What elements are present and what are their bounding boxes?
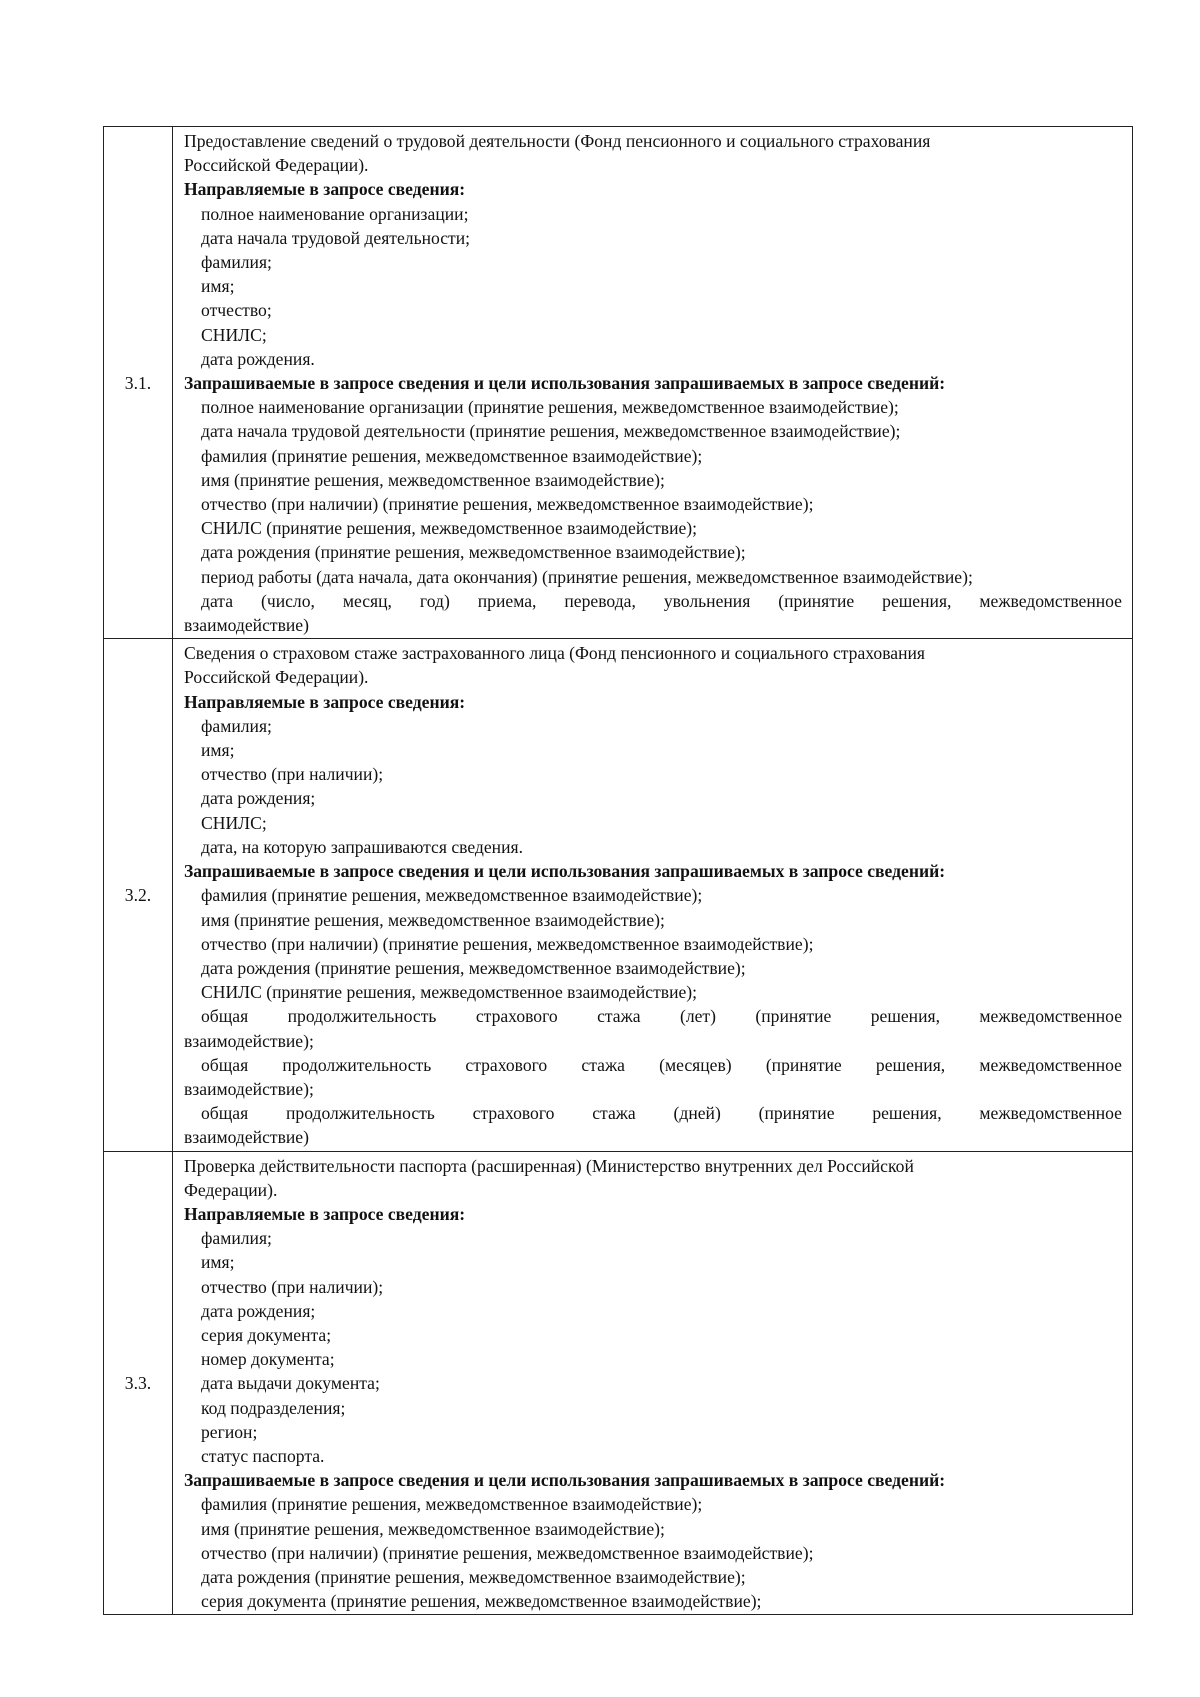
sent-item: дата, на которую запрашиваются сведения. [201,836,523,857]
section-row [104,639,1133,1151]
section-title-line: Проверка действительности паспорта (расширенная) (Министерство внутренних дел Российской [184,1155,914,1176]
sent-item: полное наименование организации; [201,203,469,224]
requested-item: дата рождения (принятие решения, межведомственное взаимодействие); [201,542,746,563]
requested-item: общая продолжительность страхового стажа (дней) (принятие решения, межведомственное [201,1103,1122,1124]
requests-table [103,126,1133,1615]
section-content [173,639,1133,1151]
requested-item: полное наименование организации (принятие решения, межведомственное взаимодействие); [201,397,899,418]
sent-item: номер документа; [201,1349,335,1370]
sent-item: дата рождения. [201,348,315,369]
sent-item: дата выдачи документа; [201,1373,380,1394]
requested-heading: Запрашиваемые в запросе сведения и цели использования запрашиваемых в запросе сведений: [184,1470,946,1491]
requested-item-continuation: взаимодействие) [184,1127,309,1148]
sent-item: серия документа; [201,1324,332,1345]
requested-item: серия документа (принятие решения, межведомственное взаимодействие); [201,1591,762,1612]
requested-item: имя (принятие решения, межведомственное взаимодействие); [201,1518,665,1539]
section-title-line: Предоставление сведений о трудовой деятельности (Фонд пенсионного и социального страхования [184,131,931,151]
sent-item: фамилия; [201,252,272,273]
section-content [173,127,1133,639]
requested-item: СНИЛС (принятие решения, межведомственное взаимодействие); [201,982,698,1003]
sent-heading: Направляемые в запросе сведения: [184,691,466,712]
requested-item: дата рождения (принятие решения, межведомственное взаимодействие); [201,957,746,978]
requested-item-continuation: взаимодействие); [184,1030,314,1051]
section-title-line: Российской Федерации). [184,155,369,176]
requested-item: отчество (при наличии) (принятие решения, межведомственное взаимодействие); [201,494,814,515]
requested-item: фамилия (принятие решения, межведомственное взаимодействие); [201,1494,703,1515]
sent-item: имя; [201,1252,235,1273]
sent-item: СНИЛС; [201,812,267,833]
section-title-line: Сведения о страховом стаже застрахованного лица (Фонд пенсионного и социального страхования [184,643,926,664]
requested-item: отчество (при наличии) (принятие решения, межведомственное взаимодействие); [201,1542,814,1563]
sent-item: регион; [201,1421,258,1442]
requested-item: дата рождения (принятие решения, межведомственное взаимодействие); [201,1566,746,1587]
requested-item: имя (принятие решения, межведомственное взаимодействие); [201,469,665,490]
section-content [173,1151,1133,1615]
sent-item: СНИЛС; [201,324,267,345]
requested-item-continuation: взаимодействие); [184,1078,314,1099]
sent-item: фамилия; [201,715,272,736]
requests-table-body [104,127,1133,1615]
section-row [104,127,1133,639]
section-number: 3.1. [104,127,173,639]
requested-item: СНИЛС (принятие решения, межведомственное взаимодействие); [201,518,698,539]
requested-item: имя (принятие решения, межведомственное взаимодействие); [201,909,665,930]
sent-item: статус паспорта. [201,1445,325,1466]
sent-item: дата начала трудовой деятельности; [201,227,471,248]
sent-heading: Направляемые в запросе сведения: [184,1203,466,1224]
sent-item: код подразделения; [201,1397,346,1418]
sent-item: имя; [201,740,235,761]
sent-item: имя; [201,276,235,297]
requested-item: фамилия (принятие решения, межведомственное взаимодействие); [201,885,703,906]
requested-item-continuation: взаимодействие) [184,615,309,636]
sent-item: отчество (при наличии); [201,1276,384,1297]
requested-heading: Запрашиваемые в запросе сведения и цели использования запрашиваемых в запросе сведений: [184,861,946,882]
sent-heading: Направляемые в запросе сведения: [184,179,466,200]
requested-item: общая продолжительность страхового стажа (месяцев) (принятие решения, межведомственное [201,1054,1122,1075]
requested-item: фамилия (принятие решения, межведомственное взаимодействие); [201,445,703,466]
sent-item: фамилия; [201,1228,272,1249]
section-row [104,1151,1133,1615]
requested-item: отчество (при наличии) (принятие решения, межведомственное взаимодействие); [201,933,814,954]
sent-item: отчество (при наличии); [201,764,384,785]
section-number: 3.2. [104,639,173,1151]
requested-heading: Запрашиваемые в запросе сведения и цели использования запрашиваемых в запросе сведений: [184,373,946,394]
section-title-line: Федерации). [184,1179,278,1200]
section-number: 3.3. [104,1151,173,1615]
requested-item: дата (число, месяц, год) приема, перевода, увольнения (принятие решения, межведомственное [201,590,1122,611]
sent-item: дата рождения; [201,788,316,809]
requested-item: период работы (дата начала, дата окончания) (принятие решения, межведомственное взаимодействие); [201,566,973,587]
sent-item: дата рождения; [201,1300,316,1321]
requested-item: дата начала трудовой деятельности (принятие решения, межведомственное взаимодействие); [201,421,901,442]
requested-item: общая продолжительность страхового стажа (лет) (принятие решения, межведомственное [201,1006,1122,1027]
sent-item: отчество; [201,300,272,321]
section-title-line: Российской Федерации). [184,667,369,688]
